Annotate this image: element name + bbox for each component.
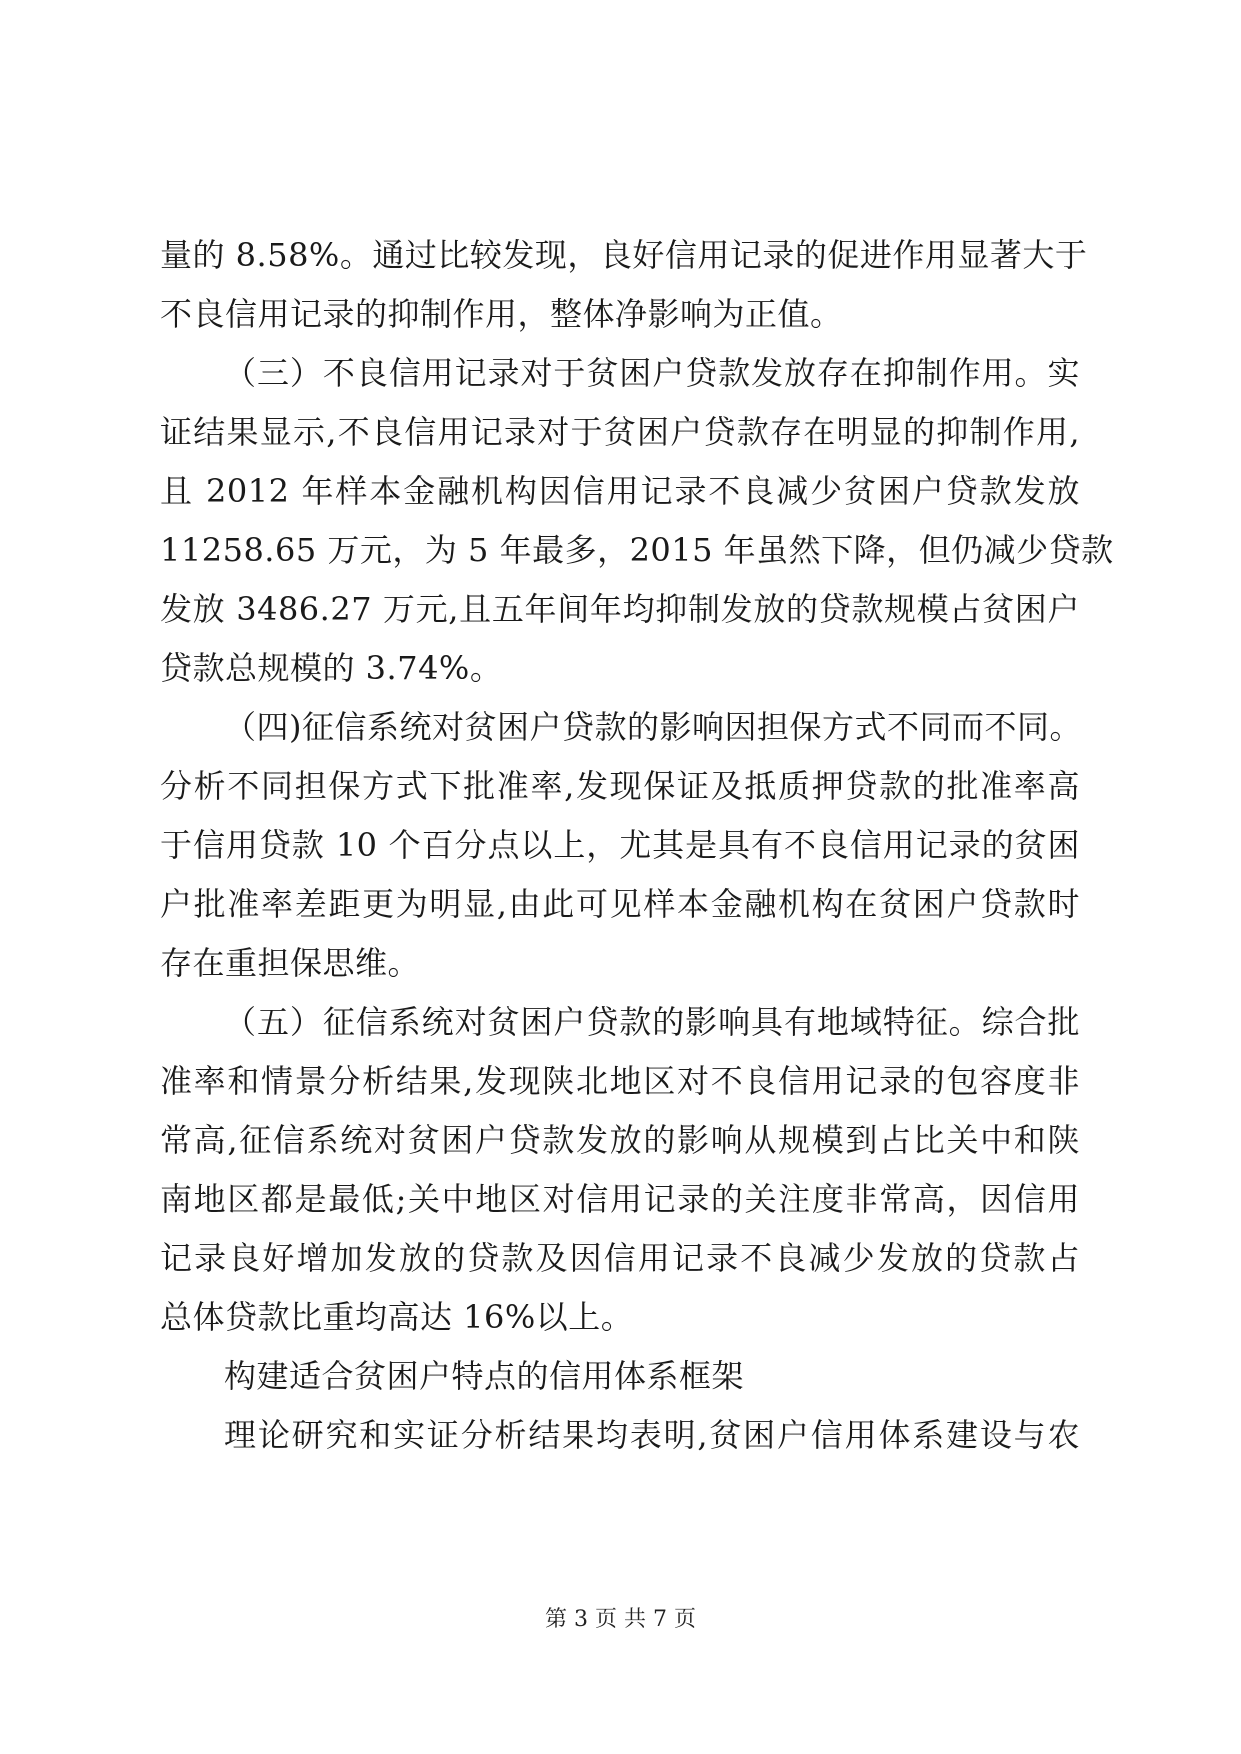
paragraph-line: 且 2012 年样本金融机构因信用记录不良减少贫困户贷款发放	[160, 472, 1080, 510]
paragraph-line: 证结果显示,不良信用记录对于贫困户贷款存在明显的抑制作用,	[160, 413, 1080, 451]
paragraph-line: 分析不同担保方式下批准率,发现保证及抵质押贷款的批准率高	[160, 767, 1080, 805]
section-four-heading-line: （四)征信系统对贫困户贷款的影响因担保方式不同而不同。	[224, 708, 1082, 746]
paragraph-line: 量的 8.58%。通过比较发现，良好信用记录的促进作用显著大于	[160, 236, 1088, 274]
paragraph-line: 于信用贷款 10 个百分点以上，尤其是具有不良信用记录的贫困	[160, 826, 1080, 864]
paragraph-line: 不良信用记录的抑制作用，整体净影响为正值。	[160, 295, 843, 333]
paragraph-line: 户批准率差距更为明显,由此可见样本金融机构在贫困户贷款时	[160, 885, 1080, 923]
section-five-heading-line: （五）征信系统对贫困户贷款的影响具有地域特征。综合批	[224, 1003, 1080, 1041]
paragraph-line: 准率和情景分析结果,发现陕北地区对不良信用记录的包容度非	[160, 1062, 1080, 1100]
paragraph-line: 存在重担保思维。	[160, 944, 421, 982]
section-three-heading-line: （三）不良信用记录对于贫困户贷款发放存在抑制作用。实	[224, 354, 1080, 392]
paragraph-line: 发放 3486.27 万元,且五年间年均抑制发放的贷款规模占贫困户	[160, 590, 1080, 628]
document-body	[160, 226, 1114, 1465]
page-footer: 第 3 页 共 7 页	[545, 1607, 696, 1632]
paragraph-line: 总体贷款比重均高达 16%以上。	[160, 1298, 634, 1336]
section-heading: 构建适合贫困户特点的信用体系框架	[224, 1357, 745, 1395]
paragraph-line: 11258.65 万元，为 5 年最多，2015 年虽然下降，但仍减少贷款	[160, 531, 1114, 569]
paragraph-line: 南地区都是最低;关中地区对信用记录的关注度非常高，因信用	[160, 1180, 1080, 1218]
paragraph-line: 常高,征信系统对贫困户贷款发放的影响从规模到占比关中和陕	[160, 1121, 1080, 1159]
paragraph-line: 贷款总规模的 3.74%。	[160, 649, 503, 687]
paragraph-line: 理论研究和实证分析结果均表明,贫困户信用体系建设与农	[224, 1416, 1080, 1454]
paragraph-line: 记录良好增加发放的贷款及因信用记录不良减少发放的贷款占	[160, 1239, 1080, 1277]
